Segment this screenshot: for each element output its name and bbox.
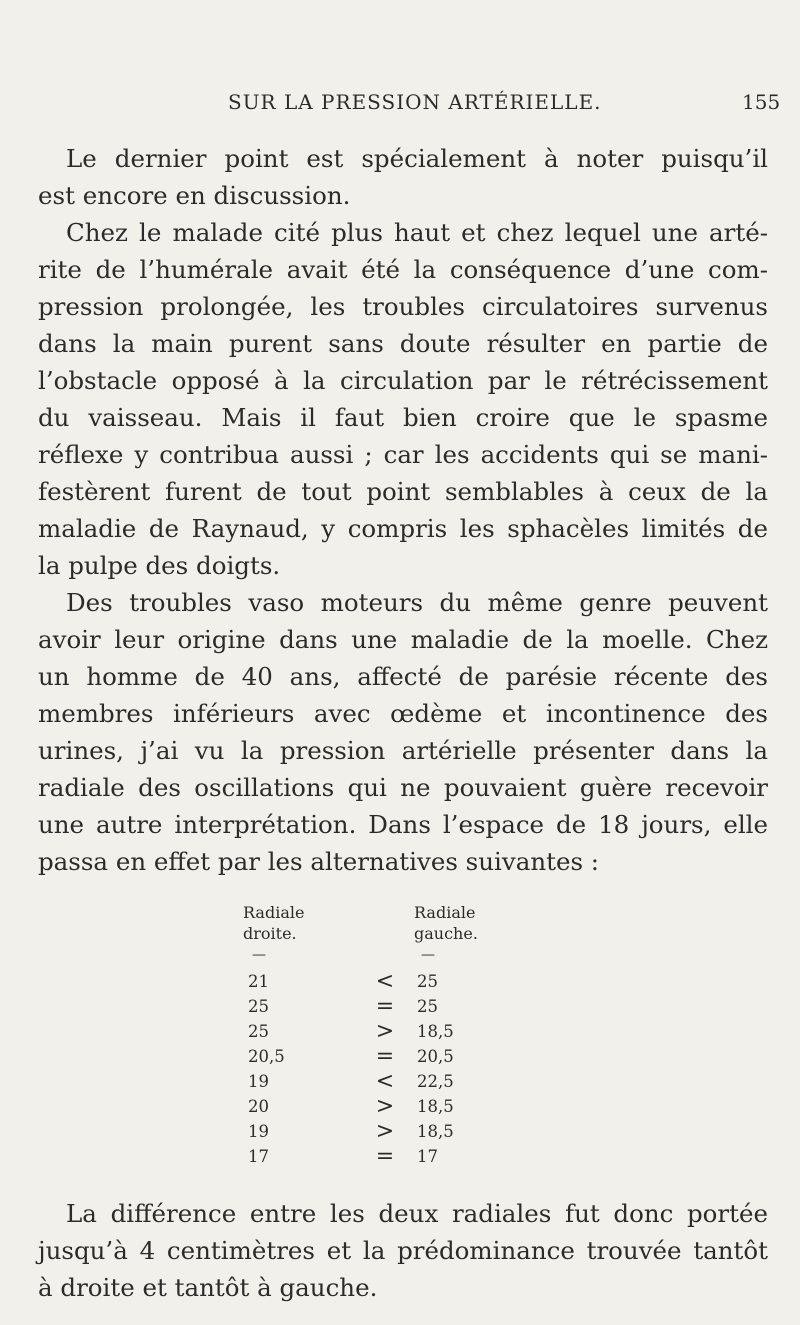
text-line: festèrent furent de tout point semblables à ceux de la (38, 477, 768, 506)
column-header-left (243, 902, 304, 944)
right-value: 25 (417, 997, 438, 1016)
text-line: à droite et tantôt à gauche. (38, 1273, 378, 1302)
right-value: 20,5 (417, 1047, 454, 1066)
text-line: la pulpe des doigts. (38, 551, 281, 580)
comparison-sign: > (375, 1094, 395, 1119)
text-line: dans la main purent sans doute résulter en partie de (38, 329, 768, 358)
right-value: 18,5 (417, 1022, 454, 1041)
running-header (0, 90, 800, 120)
text-line: La différence entre les deux radiales fut donc portée (66, 1199, 768, 1228)
text-line: l’obstacle opposé à la circulation par le rétrécissement (38, 366, 768, 395)
right-value: 25 (417, 972, 438, 991)
text-line: jusqu’à 4 centimètres et la prédominance trouvée tantôt (38, 1236, 768, 1265)
text-line: du vaisseau. Mais il faut bien croire que le spasme (38, 403, 768, 432)
text-line: urines, j’ai vu la pression artérielle présenter dans la (38, 736, 768, 765)
column-header-left-line: droite. (243, 924, 297, 943)
column-dash-left: — (252, 947, 266, 963)
column-header-left-line: Radiale (243, 903, 305, 922)
comparison-sign: = (375, 994, 395, 1019)
text-line: radiale des oscillations qui ne pouvaient guère recevoir (38, 773, 768, 802)
left-value: 19 (248, 1122, 269, 1141)
column-header-right (414, 902, 478, 944)
left-value: 19 (248, 1072, 269, 1091)
left-value: 20 (248, 1097, 269, 1116)
right-value: 17 (417, 1147, 438, 1166)
left-value: 20,5 (248, 1047, 285, 1066)
left-value: 25 (248, 1022, 269, 1041)
text-line: réflexe y contribua aussi ; car les accidents qui se mani- (38, 440, 768, 469)
text-line: pression prolongée, les troubles circulatoires survenus (38, 292, 768, 321)
text-line: Des troubles vaso moteurs du même genre peuvent (66, 588, 768, 617)
left-value: 21 (248, 972, 269, 991)
text-line: membres inférieurs avec œdème et incontinence des (38, 699, 768, 728)
text-line: maladie de Raynaud, y compris les sphacèles limités de (38, 514, 768, 543)
text-line: est encore en discussion. (38, 181, 351, 210)
comparison-sign: = (375, 1044, 395, 1069)
comparison-sign: < (375, 1069, 395, 1094)
comparison-sign: > (375, 1019, 395, 1044)
text-line: avoir leur origine dans une maladie de la moelle. Chez (38, 625, 768, 654)
column-dash-right: — (421, 947, 435, 963)
right-value: 22,5 (417, 1072, 454, 1091)
comparison-sign: > (375, 1119, 395, 1144)
text-line: une autre interprétation. Dans l’espace de 18 jours, elle (38, 810, 768, 839)
text-line: un homme de 40 ans, affecté de parésie récente des (38, 662, 768, 691)
text-line: Chez le malade cité plus haut et chez lequel une arté- (66, 218, 768, 247)
comparison-sign: < (375, 969, 395, 994)
comparison-sign: = (375, 1144, 395, 1169)
left-value: 25 (248, 997, 269, 1016)
column-header-right-line: Radiale (414, 903, 476, 922)
right-value: 18,5 (417, 1122, 454, 1141)
page-number: 155 (742, 90, 781, 114)
right-value: 18,5 (417, 1097, 454, 1116)
running-title: SUR LA PRESSION ARTÉRIELLE. (228, 90, 602, 114)
text-line: passa en effet par les alternatives suivantes : (38, 847, 600, 876)
column-header-right-line: gauche. (414, 924, 478, 943)
text-line: Le dernier point est spécialement à noter puisqu’il (66, 144, 768, 173)
left-value: 17 (248, 1147, 269, 1166)
text-line: rite de l’humérale avait été la conséquence d’une com- (38, 255, 768, 284)
